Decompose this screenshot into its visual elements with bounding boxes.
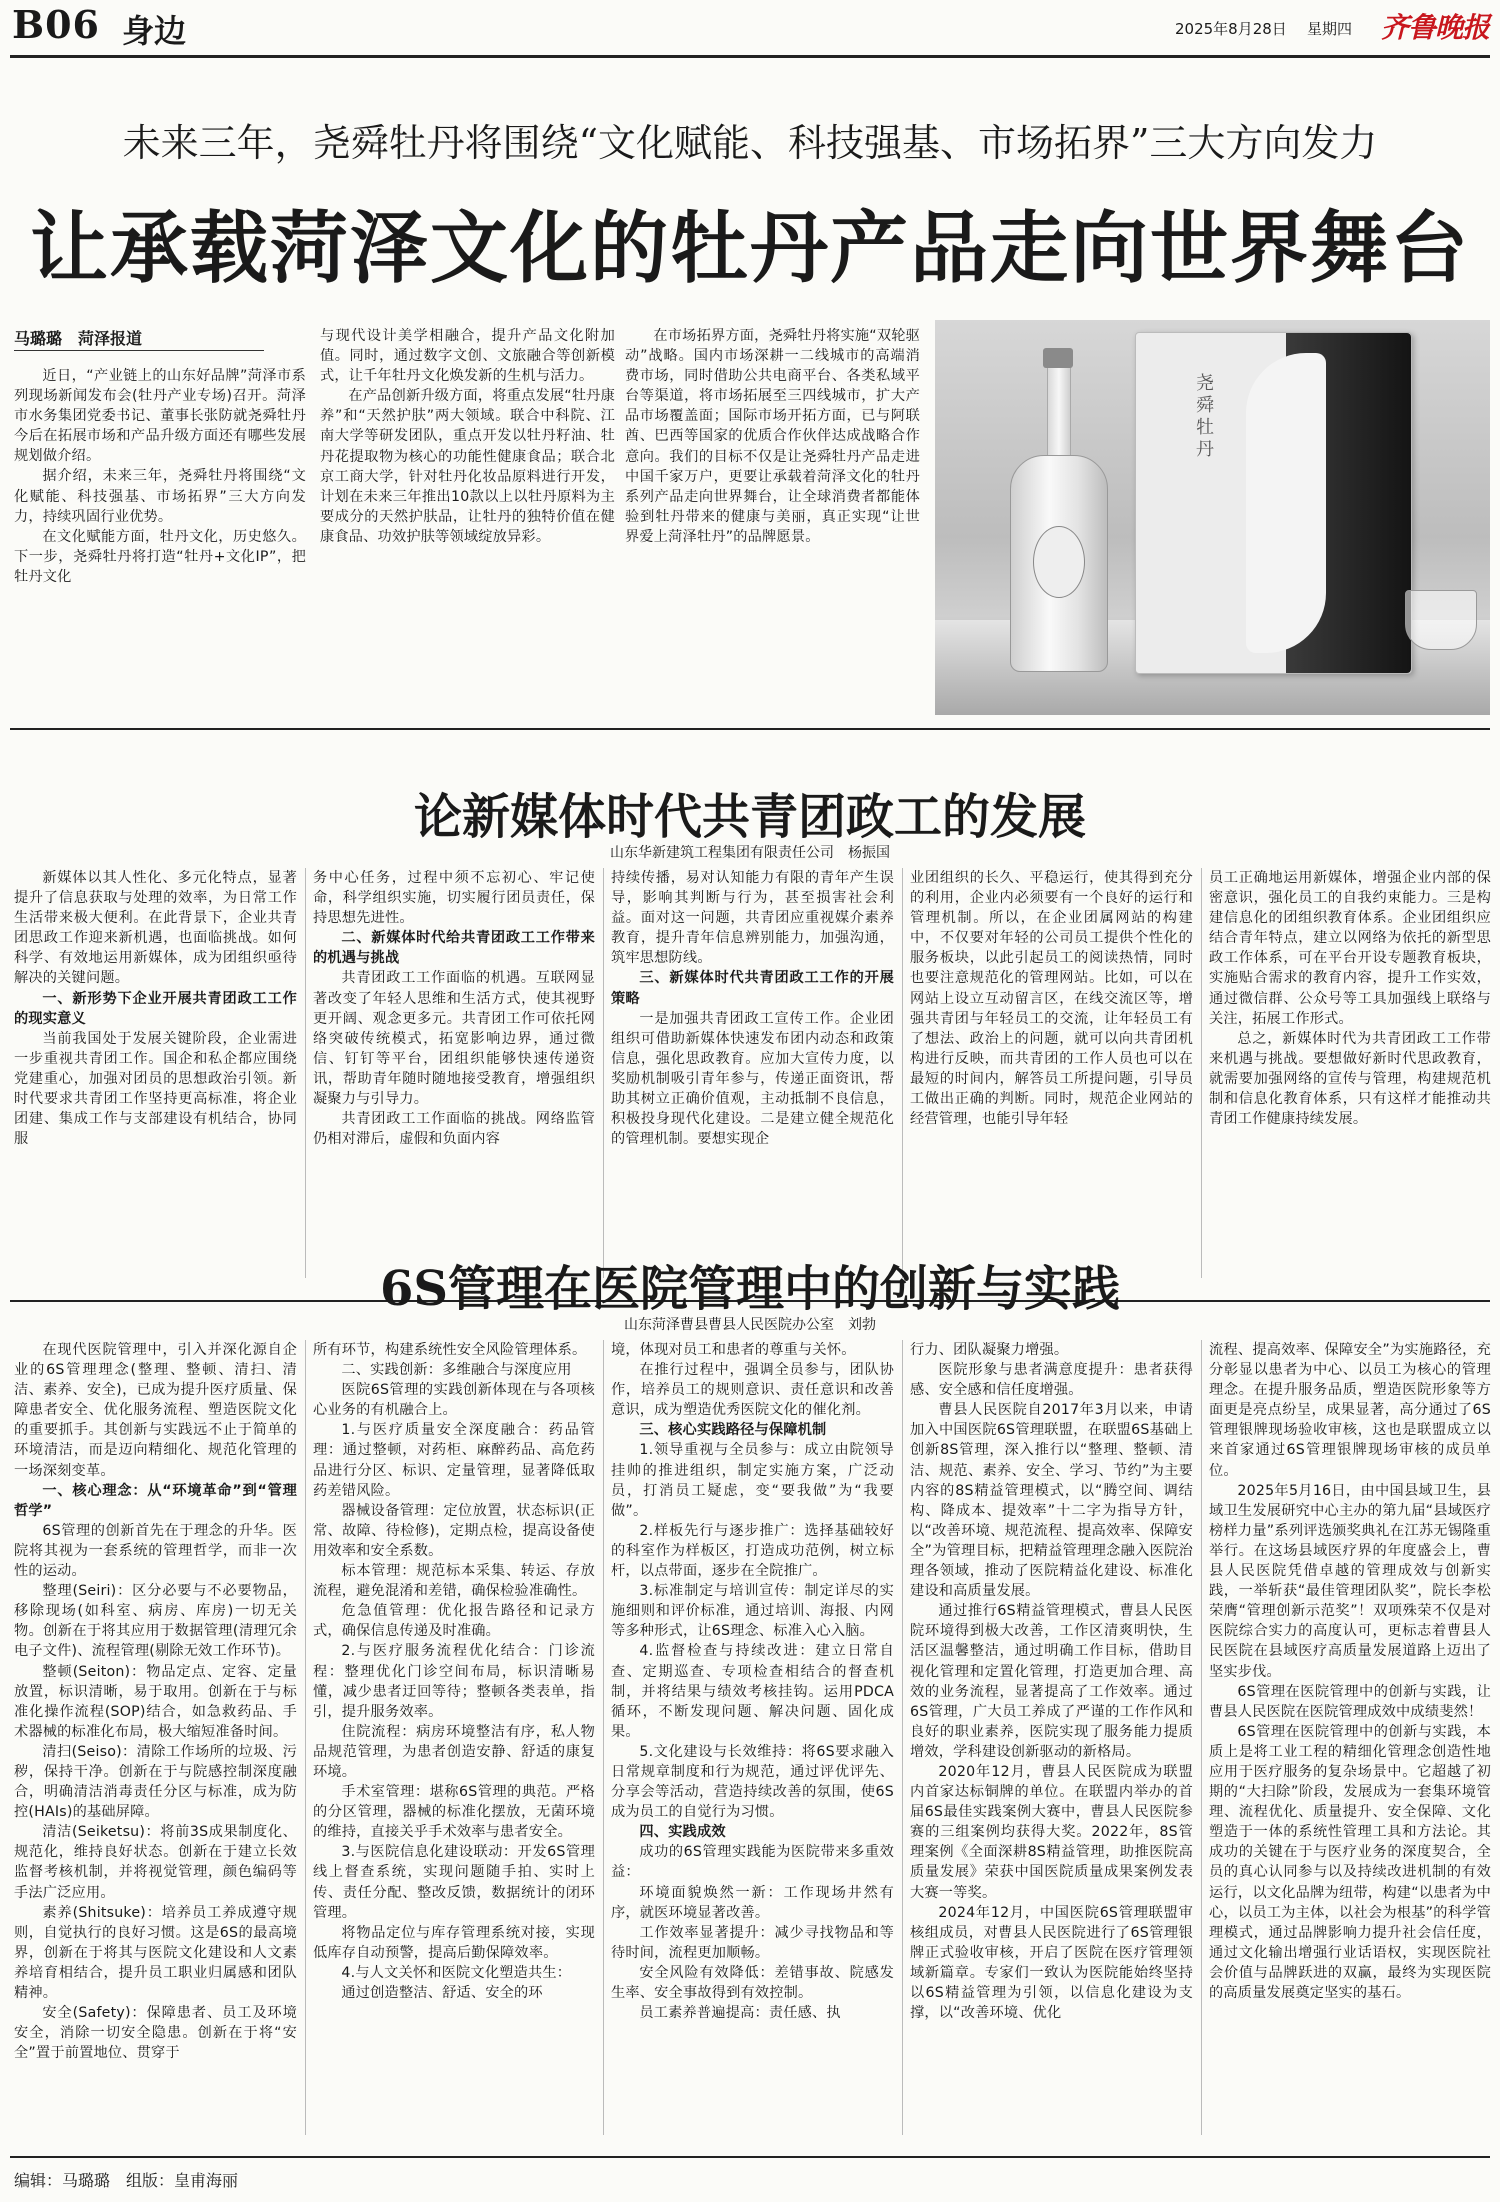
paragraph: 6S管理在医院管理中的创新与实践，让曹县人民医院在医院管理成效中成绩斐然！ xyxy=(1209,1683,1491,1720)
section-name: 身边 xyxy=(122,12,187,50)
paragraph: 在现代医院管理中，引入并深化源自企业的6S管理理念(整理、整顿、清扫、清洁、素养、安全)，已成为提升医疗质量、保障患者安全、优化服务流程、塑造医院文化的重要抓手。其创新与实践远不止于简单的环境清洁，而是迈向精细化、规范化管理的一场深刻变革。 xyxy=(14,1342,297,1479)
column-divider xyxy=(902,1340,903,2135)
paragraph: 当前我国处于发展关键阶段，企业需进一步重视共青团工作。国企和私企都应围绕党建重心，加强对团员的思想政治引领。新时代要求共青团工作坚持更高标准，将企业团建、集成工作与支部建设有机结合，协同服 xyxy=(14,1030,297,1148)
paragraph: 一是加强共青团政工宣传工作。企业团组织可借助新媒体快速发布团内动态和政策信息，强化思政教育。应加大宣传力度，以奖励机制吸引青年参与，传递正面资讯，帮助其树立正确价值观，主动抵制不良信息，积极投身现代化建设。二是建立健全规范化的管理机制。要想实现企 xyxy=(611,1010,894,1148)
section-heading: 三、核心实践路径与保障机制 xyxy=(639,1422,827,1439)
article2-column-1 xyxy=(14,868,297,1282)
article3-column-4 xyxy=(910,1340,1193,2140)
article3-column-1 xyxy=(14,1340,297,2140)
masthead-rule xyxy=(10,55,1490,58)
section-heading: 一、新形势下企业开展共青团政工工作的现实意义 xyxy=(14,990,297,1027)
paragraph: 标本管理：规范标本采集、转运、存放流程，避免混淆和差错，确保检验准确性。 xyxy=(313,1563,595,1600)
paragraph: 3.与医院信息化建设联动：开发6S管理线上督查系统，实现问题随手拍、实时上传、责任分配、整改反馈，数据统计的闭环管理。 xyxy=(313,1844,595,1921)
bottle-body xyxy=(1010,455,1108,672)
paragraph: 清洁(Seiketsu)：将前3S成果制度化、规范化，维持良好状态。创新在于建立长效监督考核机制，并将视觉管理，颜色编码等手法广泛应用。 xyxy=(14,1824,297,1901)
paragraph: 环境面貌焕然一新：工作现场井然有序，就医环境显著改善。 xyxy=(611,1884,894,1921)
column-divider xyxy=(1201,1340,1202,2135)
section-heading: 二、新媒体时代给共青团政工工作带来的机遇与挑战 xyxy=(313,930,595,967)
paragraph: 据介绍，未来三年，尧舜牡丹将围绕“文化赋能、科技强基、市场拓界”三大方向发力，持续巩固行业优势。 xyxy=(14,468,306,525)
paragraph: 整顿(Seiton)：物品定点、定容、定量放置，标识清晰，易于取用。创新在于与标准化操作流程(SOP)结合，如急救药品、手术器械的标准化布局，极大缩短准备时间。 xyxy=(14,1663,297,1740)
article1-column-3 xyxy=(625,326,920,711)
paragraph: 医院形象与患者满意度提升：患者获得感、安全感和信任度增强。 xyxy=(910,1362,1193,1399)
paragraph: 在市场拓界方面，尧舜牡丹将实施“双轮驱动”战略。国内市场深耕一二线城市的高端消费市场，同时借助公共电商平台、各类私域平台等渠道，将市场拓展至三四线城市，扩大产品市场覆盖面；国际市场开拓方面，已与阿联酋、巴西等国家的优质合作伙伴达成战略合作意向。我们的目标不仅是让尧舜牡丹产品走进中国千家万户，更要让承载着菏泽文化的牡丹系列产品走向世界舞台，让全球消费者都能体验到牡丹带来的健康与美丽，真正实现“让世界爱上菏泽牡丹”的品牌愿景。 xyxy=(625,328,920,545)
paragraph: 在文化赋能方面，牡丹文化，历史悠久。下一步，尧舜牡丹将打造“牡丹+文化IP”，把牡丹文化 xyxy=(14,528,306,585)
paragraph: 1.与医疗质量安全深度融合：药品管理：通过整顿，对药柜、麻醉药品、高危药品进行分区、标识、定量管理，显著降低取药差错风险。 xyxy=(313,1422,595,1499)
paragraph: 通过推行6S精益管理模式，曹县人民医院环境得到极大改善，工作区清爽明快，生活区温馨整洁，通过明确工作目标，借助目视化管理和定置化管理，打造更加合理、高效的业务流程，显著提高了工作效率。通过6S管理，广大员工养成了严谨的工作作风和良好的职业素养，医院实现了服务能力提质增效，学科建设创新驱动的新格局。 xyxy=(910,1603,1193,1760)
issue-date: 2025年8月28日 xyxy=(1175,20,1287,38)
paragraph: 持续传播，易对认知能力有限的青年产生误导，影响其判断与行为，甚至损害社会利益。面对这一问题，共青团应重视媒介素养教育，提升青年信息辨别能力，加强沟通，筑牢思想防线。 xyxy=(611,870,894,967)
article1-column-1 xyxy=(14,366,306,691)
bottle-cap xyxy=(1043,348,1073,368)
paragraph: 将物品定位与库存管理系统对接，实现低库存自动预警，提高后勤保障效率。 xyxy=(313,1924,595,1961)
paragraph: 流程、提高效率、保障安全”为实施路径，充分彰显以患者为中心、以员工为核心的管理理念。在提升服务品质，塑造医院形象等方面更是亮点纷呈，成果显著，高分通过了6S管理银牌现场验收审核，这也是联盟成立以来首家通过6S管理银牌现场审核的成员单位。 xyxy=(1209,1342,1491,1479)
paragraph: 1.领导重视与全员参与：成立由院领导挂帅的推进组织，制定实施方案，广泛动员，打消员工疑虑，变“要我做”为“我要做”。 xyxy=(611,1442,894,1519)
paragraph: 工作效率显著提升：减少寻找物品和等待时间，流程更加顺畅。 xyxy=(611,1924,894,1961)
paragraph: 住院流程：病房环境整洁有序，私人物品规范管理，为患者创造安静、舒适的康复环境。 xyxy=(313,1723,595,1780)
paragraph: 曹县人民医院自2017年3月以来，申请加入中国医院6S管理联盟，在联盟6S基础上创新8S管理，深入推行以“整理、整顿、清洁、规范、素养、安全、学习、节约”为主要内容的8S精益管理模式，以“腾空间、调结构、降成本、提效率”十二字为指导方针，以“改善环境、规范流程、提高效率、保障安全”为管理目标，把精益管理理念融入医院治理各领域，推动了医院精益化建设、标准化建设和高质量发展。 xyxy=(910,1402,1193,1600)
glass-cup xyxy=(1405,590,1477,650)
column-divider xyxy=(1201,868,1202,1278)
paragraph: 近日，“产业链上的山东好品牌”菏泽市系列现场新闻发布会(牡丹产业专场)召开。菏泽市水务集团党委书记、董事长张防就尧舜牡丹今后在拓展市场和产品升级方面还有哪些发展规划做介绍。 xyxy=(14,368,306,465)
bottle-neck xyxy=(1047,360,1071,462)
article1-subtitle: 未来三年，尧舜牡丹将围绕“文化赋能、科技强基、市场拓界”三大方向发力 xyxy=(122,121,1378,165)
paragraph: 2024年12月，中国医院6S管理联盟审核组成员，对曹县人民医院进行了6S管理银牌正式验收审核，开启了医院在医疗管理领域新篇章。专家们一致认为医院能始终坚持以6S精益管理为引领，以信息化建设为支撑，以“改善环境、优化 xyxy=(910,1904,1193,2022)
paragraph: 器械设备管理：定位放置，状态标识(正常、故障、待检修)，定期点检，提高设备使用效率和安全系数。 xyxy=(313,1502,595,1559)
bottle-label xyxy=(1033,526,1085,598)
article2-column-3 xyxy=(611,868,894,1282)
paragraph: 医院6S管理的实践创新体现在与各项核心业务的有机融合上。 xyxy=(313,1382,595,1419)
article3-column-2 xyxy=(313,1340,595,2140)
gift-box-label: 尧舜牡丹 xyxy=(1196,373,1214,460)
paragraph: 与现代设计美学相融合，提升产品文化附加值。同时，通过数字文创、文旅融合等创新模式，让千年牡丹文化焕发新的生机与活力。 xyxy=(320,328,615,385)
column-divider xyxy=(305,868,306,1278)
page-code: B06 xyxy=(12,2,100,47)
article3-headline: 6S管理在医院管理中的创新与实践 xyxy=(379,1261,1121,1317)
paragraph: 员工素养普遍提高：责任感、执 xyxy=(639,2005,841,2022)
gift-box-wave xyxy=(1246,353,1326,653)
paragraph: 员工正确地运用新媒体，增强企业内部的保密意识，强化员工的自我约束能力。三是构建信息化的团组织教育体系。企业团组织应结合青年特点，建立以网络为依托的新型思政工作体系，可在平台开设专题教育板块，实施贴合需求的教育内容，提升工作实效，通过微信群、公众号等工具加强线上联络与关注，拓展工作形式。 xyxy=(1209,870,1491,1027)
paragraph: 共青团政工工作面临的机遇。互联网显著改变了年轻人思维和生活方式，使其视野更开阔、观念更多元。共青团工作可依托网络突破传统模式，拓宽影响边界，通过微信、钉钉等平台，团组织能够快速传递资讯，帮助青年随时随地接受教育，增强组织凝聚力与引导力。 xyxy=(313,970,595,1108)
paragraph: 行力、团队凝聚力增强。 xyxy=(910,1342,1069,1358)
paragraph: 成功的6S管理实践能为医院带来多重效益： xyxy=(611,1844,894,1881)
paragraph: 素养(Shitsuke)：培养员工养成遵守规则，自觉执行的良好习惯。这是6S的最高境界，创新在于将其与医院文化建设和人文素养培育相结合，提升员工职业归属感和团队精神。 xyxy=(14,1904,297,2001)
paragraph: 境，体现对员工和患者的尊重与关怀。 xyxy=(611,1342,856,1358)
paragraph: 总之，新媒体时代为共青团政工工作带来机遇与挑战。要想做好新时代思政教育，就需要加强网络的宣传与管理，构建规范机制和信息化教育体系，只有这样才能推动共青团工作健康持续发展。 xyxy=(1209,1030,1491,1128)
paragraph: 清扫(Seiso)：清除工作场所的垃圾、污秽，保持干净。创新在于与院感控制深度融合，明确清洁消毒责任分区与标准，成为防控(HAIs)的基础屏障。 xyxy=(14,1743,297,1821)
issue-weekday: 星期四 xyxy=(1307,20,1353,38)
column-divider xyxy=(902,868,903,1278)
article2-title: 论新媒体时代共青团政工的发展 xyxy=(413,789,1086,845)
article1-byline: 马璐璐 菏泽报道 xyxy=(14,329,143,348)
paragraph: 业团组织的长久、平稳运行，使其得到充分的利用，企业内必须要有一个良好的运行和管理机制。所以，在企业团属网站的构建中，不仅要对年轻的公司员工提供个性化的服务板块，以此引起员工的阅读热情，同时也要注意规范化的管理网站。比如，可以在网站上设立互动留言区，在线交流区等，增强共青团与年轻员工的交流，让年轻员工有了想法、政治上的问题，就可以向共青团机构进行反映，而共青团的工作人员也可以在最短的时间内，解答员工所提问题，引导员工做出正确的判断。同时，规范企业网站的经营管理，也能引导年轻 xyxy=(910,870,1193,1128)
paragraph: 在产品创新升级方面，将重点发展“牡丹康养”和“天然护肤”两大领域。联合中科院、江南大学等研发团队，重点开发以牡丹籽油、牡丹花提取物为核心的功能性健康食品；联合北京工商大学，针对牡丹化妆品原料进行开发，计划在未来三年推出10款以上以牡丹原料为主要成分的天然护肤品，让牡丹的独特价值在健康食品、功效护肤等领域绽放异彩。 xyxy=(320,388,615,545)
paragraph: 务中心任务，过程中须不忘初心、牢记使命，科学组织实施，切实履行团员责任，保持思想先进性。 xyxy=(313,870,595,927)
column-divider xyxy=(603,868,604,1278)
column-divider xyxy=(603,1340,604,2135)
paragraph: 新媒体以其人性化、多元化特点，显著提升了信息获取与处理的效率，为日常工作生活带来极大便利。在此背景下，企业共青团思政工作迎来新机遇，也面临挑战。如何科学、有效地运用新媒体，成为团组织亟待解决的关键问题。 xyxy=(14,870,297,987)
paragraph: 6S管理的创新首先在于理念的升华。医院将其视为一套系统的管理哲学，而非一次性的运动。 xyxy=(14,1522,297,1580)
article3-byline: 山东菏泽曹县曹县人民医院办公室 刘勃 xyxy=(624,1317,876,1333)
paragraph: 2.样板先行与逐步推广：选择基础较好的科室作为样板区，打造成功范例，树立标杆，以点带面，逐步在全院推广。 xyxy=(611,1522,894,1580)
paragraph: 2020年12月，曹县人民医院成为联盟内首家达标铜牌的单位。在联盟内举办的首届6S最佳实践案例大赛中，曹县人民医院参赛的三组案例均获得大奖。2022年，8S管理案例《全面深耕8S精益管理，助推医院高质量发展》荣获中国医院质量成果案例发表大赛一等奖。 xyxy=(910,1763,1193,1901)
article1-column-2 xyxy=(320,326,615,691)
article2-column-2 xyxy=(313,868,595,1282)
paragraph: 通过创造整洁、舒适、安全的环 xyxy=(341,1985,543,2001)
paragraph: 手术室管理：堪称6S管理的典范。严格的分区管理，器械的标准化摆放，无菌环境的维持，直接关乎手术效率与患者安全。 xyxy=(313,1784,595,1841)
paper-logo: 齐鲁晚报 xyxy=(1381,11,1490,44)
section-heading: 四、实践成效 xyxy=(639,1824,726,1841)
article2-column-4 xyxy=(910,868,1193,1282)
column-divider xyxy=(305,1340,306,2135)
paragraph: 4.监督检查与持续改进：建立日常自查、定期巡查、专项检查相结合的督查机制，并将结果与绩效考核挂钩。运用PDCA循环，不断发现问题、解决问题、固化成果。 xyxy=(611,1643,894,1740)
section-rule-1 xyxy=(10,728,1490,730)
paragraph: 6S管理在医院管理中的创新与实践，本质上是将工业工程的精细化管理念创造性地应用于医疗服务的复杂场景中。它超越了初期的“大扫除”阶段，发展成为一套集环境管理、流程优化、质量提升、安全保障、文化塑造于一体的系统性管理工具和方法论。其成功的关键在于与医疗业务的深度契合，全员的真心认同参与以及持续改进机制的有效运行，以文化品牌为纽带，构建“以患者为中心，以员工为主体，以社会为根基”的科学管理模式，通过品牌影响力提升社会信任度，通过文化输出增强行业话语权，实现医院社会价值与品牌跃进的双赢，最终为实现医院的高质量发展奠定坚实的基石。 xyxy=(1209,1723,1491,2001)
paragraph: 3.标准制定与培训宣传：制定详尽的实施细则和评价标准，通过培训、海报、内网等多种形式，让6S理念、标准入心入脑。 xyxy=(611,1583,894,1640)
paragraph: 所有环节，构建系统性安全风险管理体系。 xyxy=(313,1342,587,1358)
footer-rule xyxy=(10,2156,1490,2158)
article3-column-5 xyxy=(1209,1340,1491,2140)
byline-underline xyxy=(14,350,264,351)
paragraph: 整理(Seiri)：区分必要与不必要物品，移除现场(如科室、病房、库房)一切无关物。创新在于将其应用于数据管理(清理冗余电子文件)、流程管理(剔除无效工作环节)。 xyxy=(14,1583,297,1660)
article1-title: 让承载菏泽文化的牡丹产品走向世界舞台 xyxy=(29,203,1470,294)
paragraph: 5.文化建设与长效维持：将6S要求融入日常规章制度和行为规范，通过评优评先、分享会等活动，营造持续改善的氛围，使6S成为员工的自觉行为习惯。 xyxy=(611,1743,894,1821)
paragraph: 在推行过程中，强调全员参与，团队协作，培养员工的规则意识、责任意识和改善意识，成为塑造优秀医院文化的催化剂。 xyxy=(611,1362,894,1419)
paragraph: 危急值管理：优化报告路径和记录方式，确保信息传递及时准确。 xyxy=(313,1603,595,1640)
paragraph: 2025年5月16日，由中国县域卫生，县域卫生发展研究中心主办的第九届“县域医疗榜样力量”系列评选颁奖典礼在江苏无锡隆重举行。在这场县域医疗界的年度盛会上，曹县人民医院凭借卓越的管理成效与创新实践，一举斩获“最佳管理团队奖”，院长李松荣膺“管理创新示范奖”！双项殊荣不仅是对医院综合实力的高度认可，更标志着曹县人民医院在县域医疗高质量发展道路上迈出了坚实步伐。 xyxy=(1209,1482,1491,1680)
product-photo xyxy=(935,320,1490,715)
paragraph: 安全风险有效降低：差错事故、院感发生率、安全事故得到有效控制。 xyxy=(611,1964,894,2001)
article2-column-5 xyxy=(1209,868,1491,1282)
paragraph: 共青团政工工作面临的挑战。网络监管仍相对滞后，虚假和负面内容 xyxy=(313,1111,595,1148)
paragraph: 4.与人文关怀和医院文化塑造共生： xyxy=(341,1964,572,1981)
gift-box xyxy=(1135,332,1412,674)
article2-byline: 山东华新建筑工程集团有限责任公司 杨振国 xyxy=(610,845,890,861)
article3-column-3 xyxy=(611,1340,894,2140)
section-heading: 一、核心理念：从“环境革命”到“管理哲学” xyxy=(14,1482,297,1519)
section-heading: 三、新媒体时代共青团政工工作的开展策略 xyxy=(611,970,894,1007)
paragraph: 安全(Safety)：保障患者、员工及环境安全，消除一切安全隐患。创新在于将“安全”置于前置地位、贯穿于 xyxy=(14,2005,297,2062)
paragraph: 2.与医疗服务流程优化结合：门诊流程：整理优化门诊空间布局，标识清晰易懂，减少患者迂回等待；整顿各类表单，指引，提升服务效率。 xyxy=(313,1643,595,1720)
paragraph: 二、实践创新：多维融合与深度应用 xyxy=(341,1362,572,1379)
footer-credits: 编辑：马璐璐 组版：皇甫海丽 xyxy=(14,2171,239,2190)
